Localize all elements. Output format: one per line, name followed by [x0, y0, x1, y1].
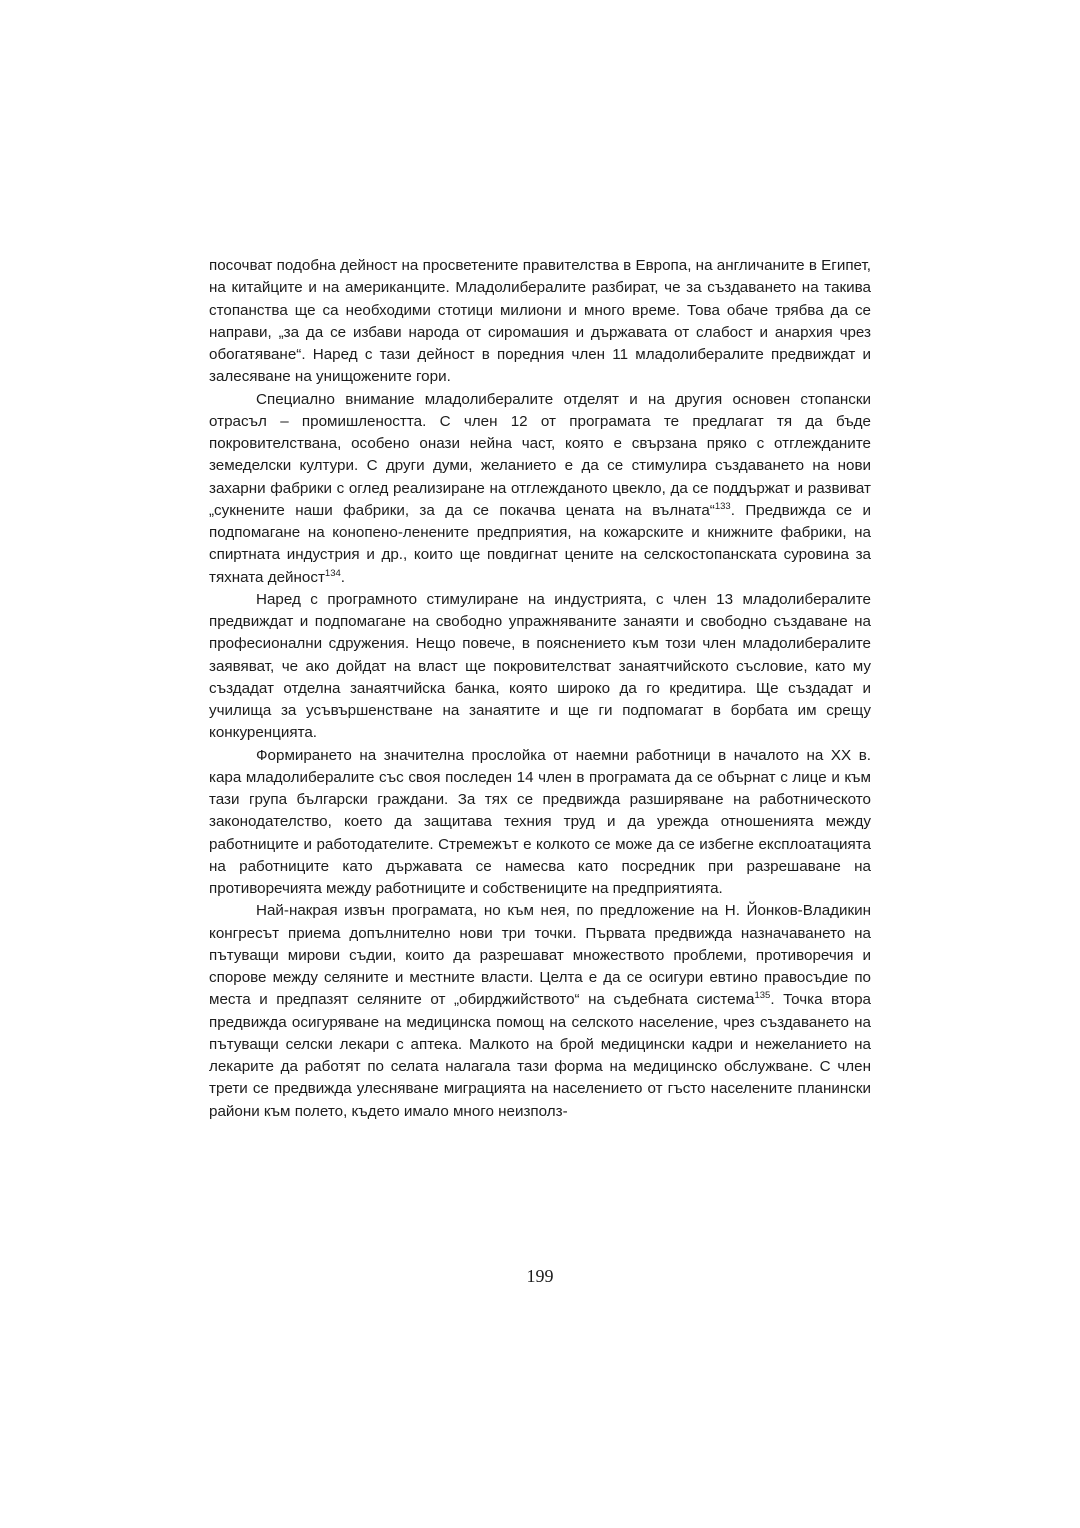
- footnote-marker: 133: [714, 500, 731, 512]
- paragraph-text: посочват подобна дейност на просветените правителства в Европа, на англичаните в Египет, на китайците и на американците. Младолибералите разбират, че за създаването на такива стопанства ще са необходими стотици милиони и много време. Това обаче трябва да се направи, „за да се избави народа от сиромашия и държавата от слабост и анархия чрез обогатяване“. Наред с тази дейност в поредния член 11 младолибералите предвиждат и залесяване на унищожените гори.: [209, 257, 871, 386]
- paragraph-text: . Точка втора предвижда осигуряване на медицинска помощ на селското население, чрез създаването на пътуващи селски лекари с аптека. Малкото на брой медицински кадри и нежеланието на лекарите да работят по селата налагала тази форма на медицинско обслужване. С член трети се предвижда улесняване миграцията на населението от гъсто населените планински райони към полето, където имало много неизполз-: [209, 991, 871, 1120]
- paragraph-text: Наред с програмното стимулиране на индустрията, с член 13 младолибералите предвиждат и подпомагане на свободно упражняваните занаяти и свободно създаване на професионални сдружения. Нещо повече, в пояснението към този член младолибералите заявяват, че ако дойдат на власт ще покровителстват занаятчийското съсловие, като му създадат отделна занаятчийска банка, която широко да го кредитира. Ще създадат и училища за усъвършенстване на занаятите и ще ги подпомагат в борбата им срещу конкуренцията.: [209, 590, 871, 742]
- paragraph-text: . Предвижда се и подпомагане на конопено-ленените предприятия, на кожарските и книжните фабрики, на спиртната индустрия и др., които ще повдигнат цените на селскостопанската суровина за тяхната дейност: [209, 501, 871, 586]
- paragraph-text: .: [340, 568, 345, 586]
- paragraph-text: Най-накрая извън програмата, но към нея, по предложение на Н. Йонков-Владикин конгресът приема допълнително нови три точки. Първата предвижда назначаването на пътуващи мирови съдии, които да разрешават множеството проблеми, противоречия и спорове между селяните и местните власти. Целта е да се осигури евтино правосъдие по места и предпазят селяните от „обирджийството“ на съдебната система: [209, 902, 871, 1009]
- paragraph: [209, 900, 871, 1123]
- paragraph-text: Специално внимание младолибералите отделят и на другия основен стопански отрасъл – промишлеността. С член 12 от програмата те предлагат тя да бъде покровителствана, особено онази нейна част, която е свързана пряко с отглежданите земеделски култури. С други думи, желанието е да се стимулира създаването на нови захарни фабрики с оглед реализиране на отглежданото цвекло, да се поддържат и развиват „сукнените наши фабрики, за да се покачва цената на вълната“: [209, 390, 871, 519]
- paragraph: [209, 255, 871, 389]
- paragraph: [209, 745, 871, 901]
- footnote-marker: 134: [324, 567, 341, 579]
- paragraph: [209, 389, 871, 589]
- paragraph-text: Формирането на значителна прослойка от наемни работници в началото на XX в. кара младолибералите със своя последен 14 член в програмата да се обърнат с лице и към тази група български граждани. За тях се предвижда разширяване на работническото законодателство, което да защитава техния труд и да урежда отношенията между работниците и работодателите. Стремежът е колкото се може да се избегне експлоатацията на работниците като държавата се намесва като посредник при разрешаване на противоречията между работниците и собствениците на предприятията.: [209, 746, 871, 897]
- page-number: 199: [526, 1266, 554, 1286]
- footnote-marker: 135: [754, 990, 771, 1002]
- paragraph: [209, 589, 871, 745]
- body-text: [209, 255, 871, 1123]
